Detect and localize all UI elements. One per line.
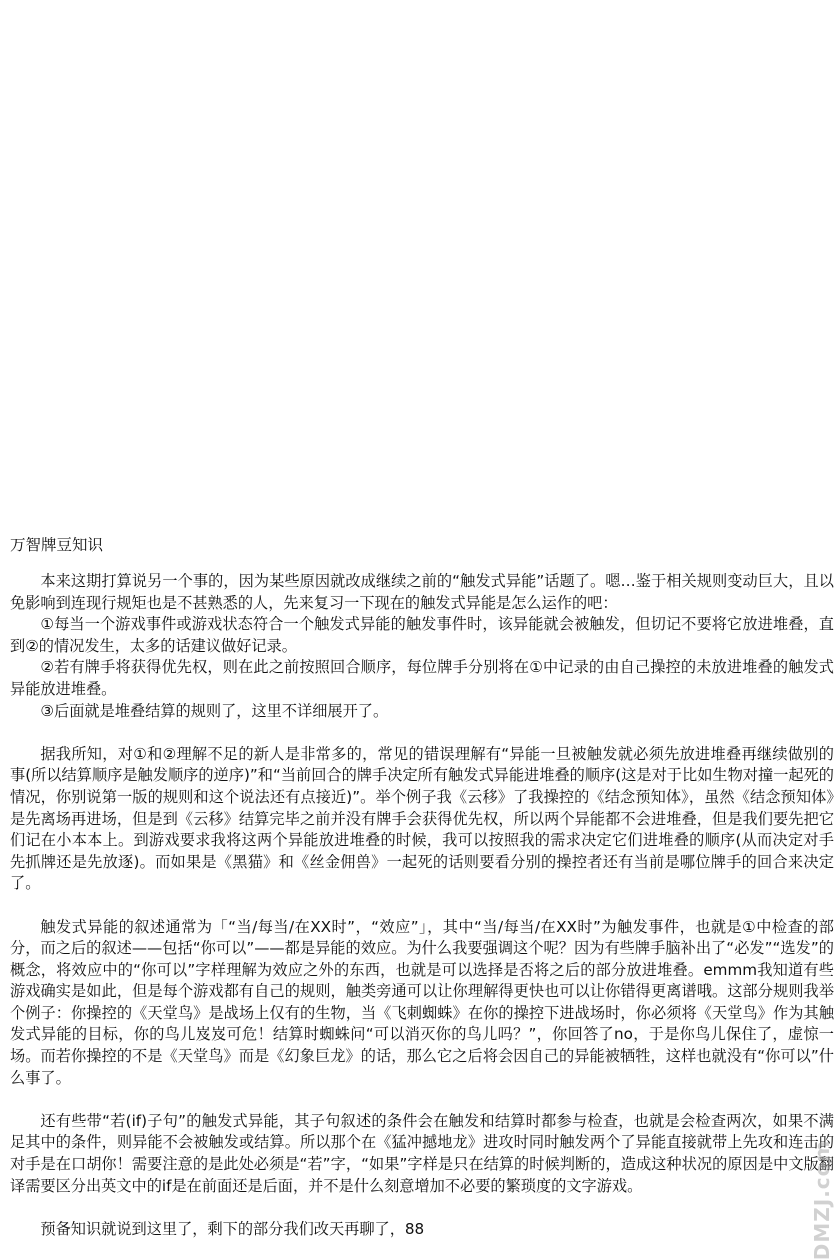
article-title: 万智牌豆知识 [10,536,104,554]
paragraph-rule-1: ①每当一个游戏事件或游戏状态符合一个触发式异能的触发事件时，该异能就会被触发，但切记不要将它放进堆叠，直到②的情况发生，太多的话建议做好记录。 [10,615,834,655]
paragraph-effect-wording: 触发式异能的叙述通常为「“当/每当/在XX时”，“效应”」，其中“当/每当/在XX时”为触发事件，也就是①中检查的部分，而之后的叙述——包括“你可以”——都是异能的效应。为什么我要强调这个呢？因为有些牌手脑补出了“必发”“选发”的概念，将效应中的“你可以”字样理解为效应之外的东西，也就是可以选择是否将之后的部分放进堆叠。emmm我知道有些游戏确实是如此，但是每个游戏都有自己的规则，触类旁通可以让你理解得更快也可以让你错得更离谱哦。这部分规则我举个例子：你操控的《天堂鸟》是战场上仅有的生物，当《飞刺蜘蛛》在你的操控下进战场时，你必须将《天堂鸟》作为其触发式异能的目标，你的鸟儿岌岌可危！结算时蜘蛛问“可以消灭你的鸟儿吗？”，你回答了no，于是你鸟儿保住了，虚惊一场。而若你操控的不是《天堂鸟》而是《幻象巨龙》的话，那么它之后将会因自己的异能被牺牲，这样也就没有“你可以”什么事了。 [10,917,834,1087]
paragraph-intro: 本来这期打算说另一个事的，因为某些原因就改成继续之前的“触发式异能”话题了。嗯…鉴于相关规则变动巨大，且以免影响到连现行规矩也是不甚熟悉的人，先来复习一下现在的触发式异能是怎么运作的吧： [10,572,834,612]
article-body [10,571,834,1240]
paragraph-closing: 预备知识就说到这里了，剩下的部分我们改天再聊了，88 [40,1219,425,1238]
paragraph-rule-3: ③后面就是堆叠结算的规则了，这里不详细展开了。 [40,701,389,720]
paragraph-gap [10,1197,834,1219]
paragraph-gap [10,895,834,917]
paragraph-gap [10,722,834,744]
watermark-text: DMZJ.com [810,1139,835,1260]
site-watermark [807,1139,837,1260]
paragraph-misunderstanding: 据我所知，对①和②理解不足的新人是非常多的，常见的错误理解有“异能一旦被触发就必须先放进堆叠再继续做别的事(所以结算顺序是触发顺序的逆序)”和“当前回合的牌手决定所有触发式异能进堆叠的顺序(这是对于比如生物对撞一起死的情况，你别说第一版的规则和这个说法还有点接近)”。举个例子我《云移》了我操控的《结念预知体》，虽然《结念预知体》是先离场再进场，但是到《云移》结算完毕之前并没有牌手会获得优先权，所以两个异能都不会进堆叠，但是我们要先把它们记在小本本上。到游戏要求我将这两个异能放进堆叠的时候，我可以按照我的需求决定它们进堆叠的顺序(从而决定对手先抓牌还是先放逐)。而如果是《黑猫》和《丝金佣兽》一起死的话则要看分别的操控者还有当前是哪位牌手的回合来决定了。 [10,744,834,893]
paragraph-if-clause: 还有些带“若(if)子句”的触发式异能，其子句叙述的条件会在触发和结算时都参与检查，也就是会检查两次，如果不满足其中的条件，则异能不会被触发或结算。所以那个在《猛冲撼地龙》进攻时同时触发两个了异能直接就带上先攻和连击的对手是在口胡你！需要注意的是此处必须是“若”字，“如果”字样是只在结算的时候判断的，造成这种状况的原因是中文版翻译需要区分出英文中的if是在前面还是后面，并不是什么刻意增加不必要的繁琐度的文字游戏。 [10,1111,834,1195]
paragraph-rule-2: ②若有牌手将获得优先权，则在此之前按照回合顺序，每位牌手分别将在①中记录的由自己操控的未放进堆叠的触发式异能放进堆叠。 [10,658,834,698]
paragraph-gap [10,1089,834,1111]
